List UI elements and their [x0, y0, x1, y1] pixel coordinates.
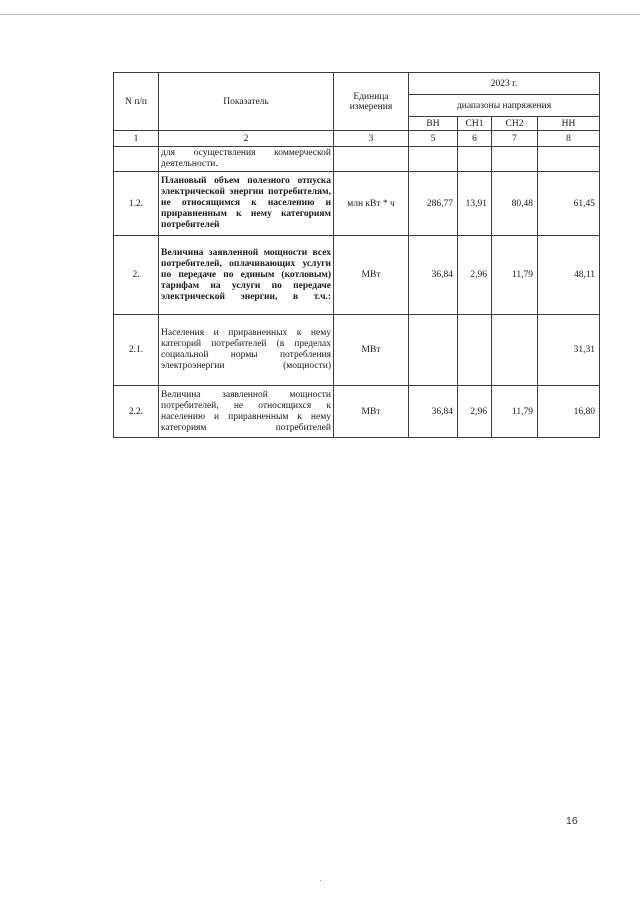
column-number: 8: [538, 131, 600, 147]
header-ranges: диапазоны напряжения: [409, 95, 600, 117]
row-unit: МВт: [334, 386, 409, 438]
cell-nn: [538, 147, 600, 172]
cell-nn: 31,31: [538, 315, 600, 386]
cell-vn: [409, 147, 458, 172]
row-indicator: Плановый объем полезного отпуска электрической энергии потребителям, не относящимся к населению и приравненным к нему категориям потребителей: [159, 172, 334, 236]
column-number: 2: [159, 131, 334, 147]
table-row: [114, 147, 600, 172]
cell-sn1: 13,91: [458, 172, 492, 236]
row-indicator: для осуществления коммерческой деятельности.: [159, 147, 334, 172]
cell-nn: 16,80: [538, 386, 600, 438]
cell-vn: [409, 315, 458, 386]
row-num: 2.1.: [114, 315, 159, 386]
row-num: 2.2.: [114, 386, 159, 438]
data-table: [113, 72, 600, 438]
cell-sn2: 80,48: [492, 172, 538, 236]
cell-sn2: 11,79: [492, 236, 538, 315]
cell-sn1: [458, 315, 492, 386]
scan-speck: [320, 880, 321, 881]
cell-sn2: 11,79: [492, 386, 538, 438]
cell-sn2: [492, 147, 538, 172]
row-num: 2.: [114, 236, 159, 315]
cell-nn: 61,45: [538, 172, 600, 236]
row-unit: МВт: [334, 236, 409, 315]
cell-sn2: [492, 315, 538, 386]
row-num: 1.2.: [114, 172, 159, 236]
cell-nn: 48,11: [538, 236, 600, 315]
header-level-vn: ВН: [409, 117, 458, 131]
cell-vn: 36,84: [409, 386, 458, 438]
header-unit: Единица измерения: [334, 73, 409, 131]
cell-sn1: 2,96: [458, 386, 492, 438]
column-number: 5: [409, 131, 458, 147]
header-num: N п/п: [114, 73, 159, 131]
header-level-sn1: СН1: [458, 117, 492, 131]
row-unit: млн кВт * ч: [334, 172, 409, 236]
cell-vn: 36,84: [409, 236, 458, 315]
page-number: 16: [566, 815, 578, 827]
cell-vn: 286,77: [409, 172, 458, 236]
top-rule: [0, 14, 640, 15]
column-number: 3: [334, 131, 409, 147]
column-number: 1: [114, 131, 159, 147]
header-level-nn: НН: [538, 117, 600, 131]
row-indicator: Населения и приравненных к нему категорий потребителей (в пределах социальной нормы потребления электроэнергии (мощности): [159, 315, 334, 386]
table-row: [114, 236, 600, 315]
cell-sn1: 2,96: [458, 236, 492, 315]
row-unit: [334, 147, 409, 172]
row-unit: МВт: [334, 315, 409, 386]
table-row: [114, 172, 600, 236]
column-number: 7: [492, 131, 538, 147]
header-indicator: Показатель: [159, 73, 334, 131]
header-level-sn2: СН2: [492, 117, 538, 131]
header-year: 2023 г.: [409, 73, 600, 95]
table-row: [114, 315, 600, 386]
row-indicator: Величина заявленной мощности всех потребителей, оплачивающих услуги по передаче по единым (котловым) тарифам на услуги по передаче электрической энергии, в т.ч.:: [159, 236, 334, 315]
column-number: 6: [458, 131, 492, 147]
table-row: [114, 386, 600, 438]
row-num: [114, 147, 159, 172]
row-indicator: Величина заявленной мощности потребителей, не относящихся к населению и приравненным к нему категориям потребителей: [159, 386, 334, 438]
cell-sn1: [458, 147, 492, 172]
